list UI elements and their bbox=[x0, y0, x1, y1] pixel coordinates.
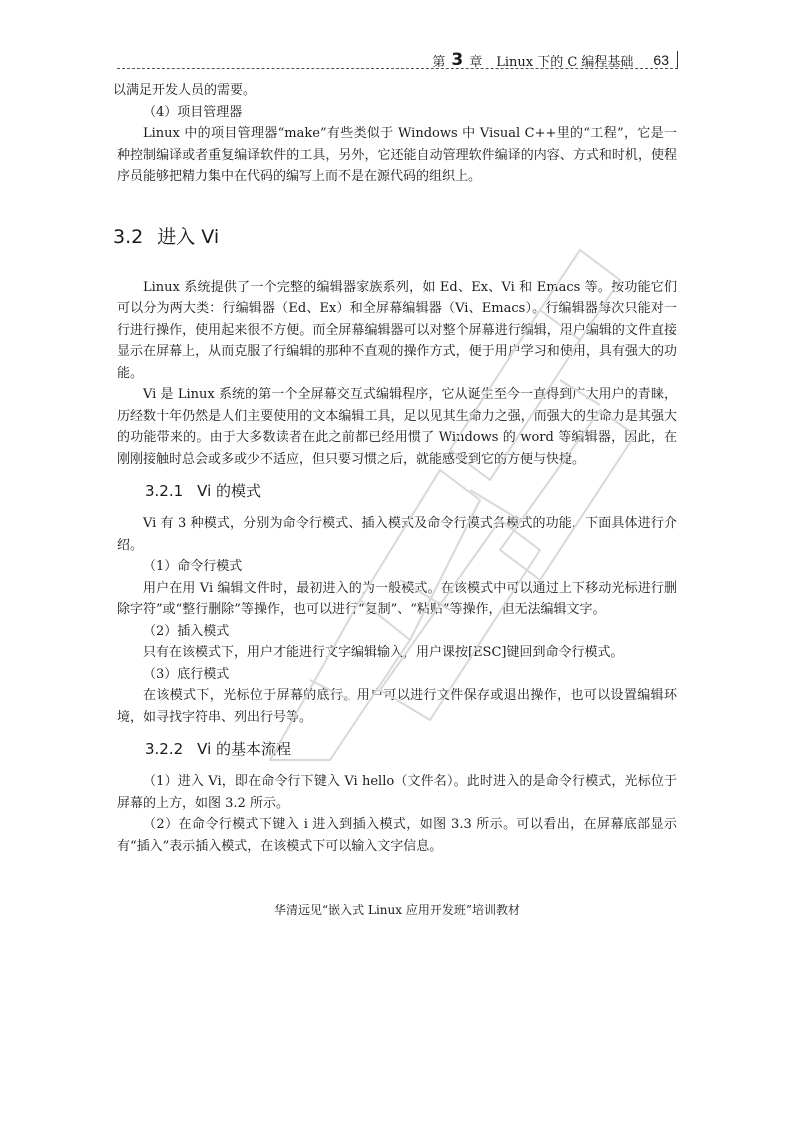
body-paragraph: （4）项目管理器 bbox=[143, 104, 243, 120]
section-number: 3.2 bbox=[113, 225, 144, 248]
page-number: 63 bbox=[653, 52, 669, 68]
chapter-number: 3 bbox=[451, 50, 464, 70]
chapter-prefix: 第 bbox=[432, 54, 446, 70]
body-paragraph: Linux 系统提供了一个完整的编辑器家族系列，如 Ed、Ex、Vi 和 Emacs 等。按功能它们可以分为两大类：行编辑器（Ed、Ex）和全屏幕编辑器（Vi、Emacs）。行编辑器每次只能对一行进行操作，使用起来很不方便。而全屏幕编辑器可以对整个屏幕进行编辑，用户编辑的文件直接显示在屏幕上，从而克服了行编辑的那种不直观的操作方式，便于用户学习和使用，具有强大的功能。 bbox=[117, 279, 677, 381]
page-footer: 华清远见“嵌入式 Linux 应用开发班”培训教材 bbox=[274, 903, 520, 917]
page-body bbox=[113, 80, 677, 857]
header-rule bbox=[117, 68, 678, 69]
body-paragraph: （1）进入 Vi，即在命令行下键入 Vi hello（文件名）。此时进入的是命令行模式，光标位于屏幕的上方，如图 3.2 所示。 bbox=[117, 774, 677, 811]
page-header bbox=[117, 50, 678, 70]
body-paragraph: （2）在命令行模式下键入 i 进入到插入模式，如图 3.3 所示。可以看出，在屏幕底部显示有“插入”表示插入模式，在该模式下可以输入文字信息。 bbox=[117, 817, 677, 854]
body-paragraph: 用户在用 Vi 编辑文件时，最初进入的为一般模式。在该模式中可以通过上下移动光标进行删除字符”或“整行删除”等操作，也可以进行“复制”、“粘贴”等操作，但无法编辑文字。 bbox=[117, 580, 677, 617]
chapter-title: Linux 下的 C 编程基础 bbox=[496, 54, 634, 70]
subsection-number: 3.2.2 bbox=[145, 740, 184, 758]
subsection-number: 3.2.1 bbox=[145, 482, 184, 500]
body-paragraph: （1）命令行模式 bbox=[143, 559, 243, 574]
subsection-heading bbox=[145, 738, 677, 759]
body-paragraph: Vi 有 3 种模式，分别为命令行模式、插入模式及命令行模式各模式的功能，下面具体进行介绍。 bbox=[117, 516, 677, 553]
body-paragraph: （2）插入模式 bbox=[143, 623, 230, 639]
section-title: 进入 Vi bbox=[157, 225, 220, 248]
body-paragraph: Vi 是 Linux 系统的第一个全屏幕交互式编辑程序，它从诞生至今一直得到广大用户的青睐，历经数十年仍然是人们主要使用的文本编辑工具，足以见其生命力之强，而强大的生命力是其强大的功能带来的。由于大多数读者在此之前都已经用惯了 Windows 的 word 等编辑器，因此，在刚刚接触时总会或多或少不适应，但只要习惯之后，就能感受到它的方便与快捷。 bbox=[117, 387, 677, 467]
section-heading bbox=[113, 222, 677, 249]
body-paragraph: 只有在该模式下，用户才能进行文字编辑输入，用户课按[ESC]键回到命令行模式。 bbox=[143, 645, 624, 660]
subsection-title: Vi 的模式 bbox=[197, 482, 262, 500]
header-separator bbox=[677, 51, 678, 69]
chapter-suffix: 章 bbox=[469, 54, 483, 70]
body-paragraph: Linux 中的项目管理器“make”有些类似于 Windows 中 Visual C++里的“工程”，它是一种控制编译或者重复编译软件的工具，另外，它还能自动管理软件编译的内容、方式和时机，使程序员能够把精力集中在代码的编写上而不是在源代码的组织上。 bbox=[117, 126, 677, 184]
body-paragraph: （3）底行模式 bbox=[143, 666, 230, 682]
subsection-heading bbox=[145, 480, 677, 501]
subsection-title: Vi 的基本流程 bbox=[197, 740, 292, 758]
running-head bbox=[432, 50, 678, 70]
body-paragraph: 在该模式下，光标位于屏幕的底行。用户可以进行文件保存或退出操作，也可以设置编辑环境，如寻找字符串、列出行号等。 bbox=[117, 688, 677, 725]
body-paragraph: 以满足开发人员的需要。 bbox=[113, 83, 257, 98]
